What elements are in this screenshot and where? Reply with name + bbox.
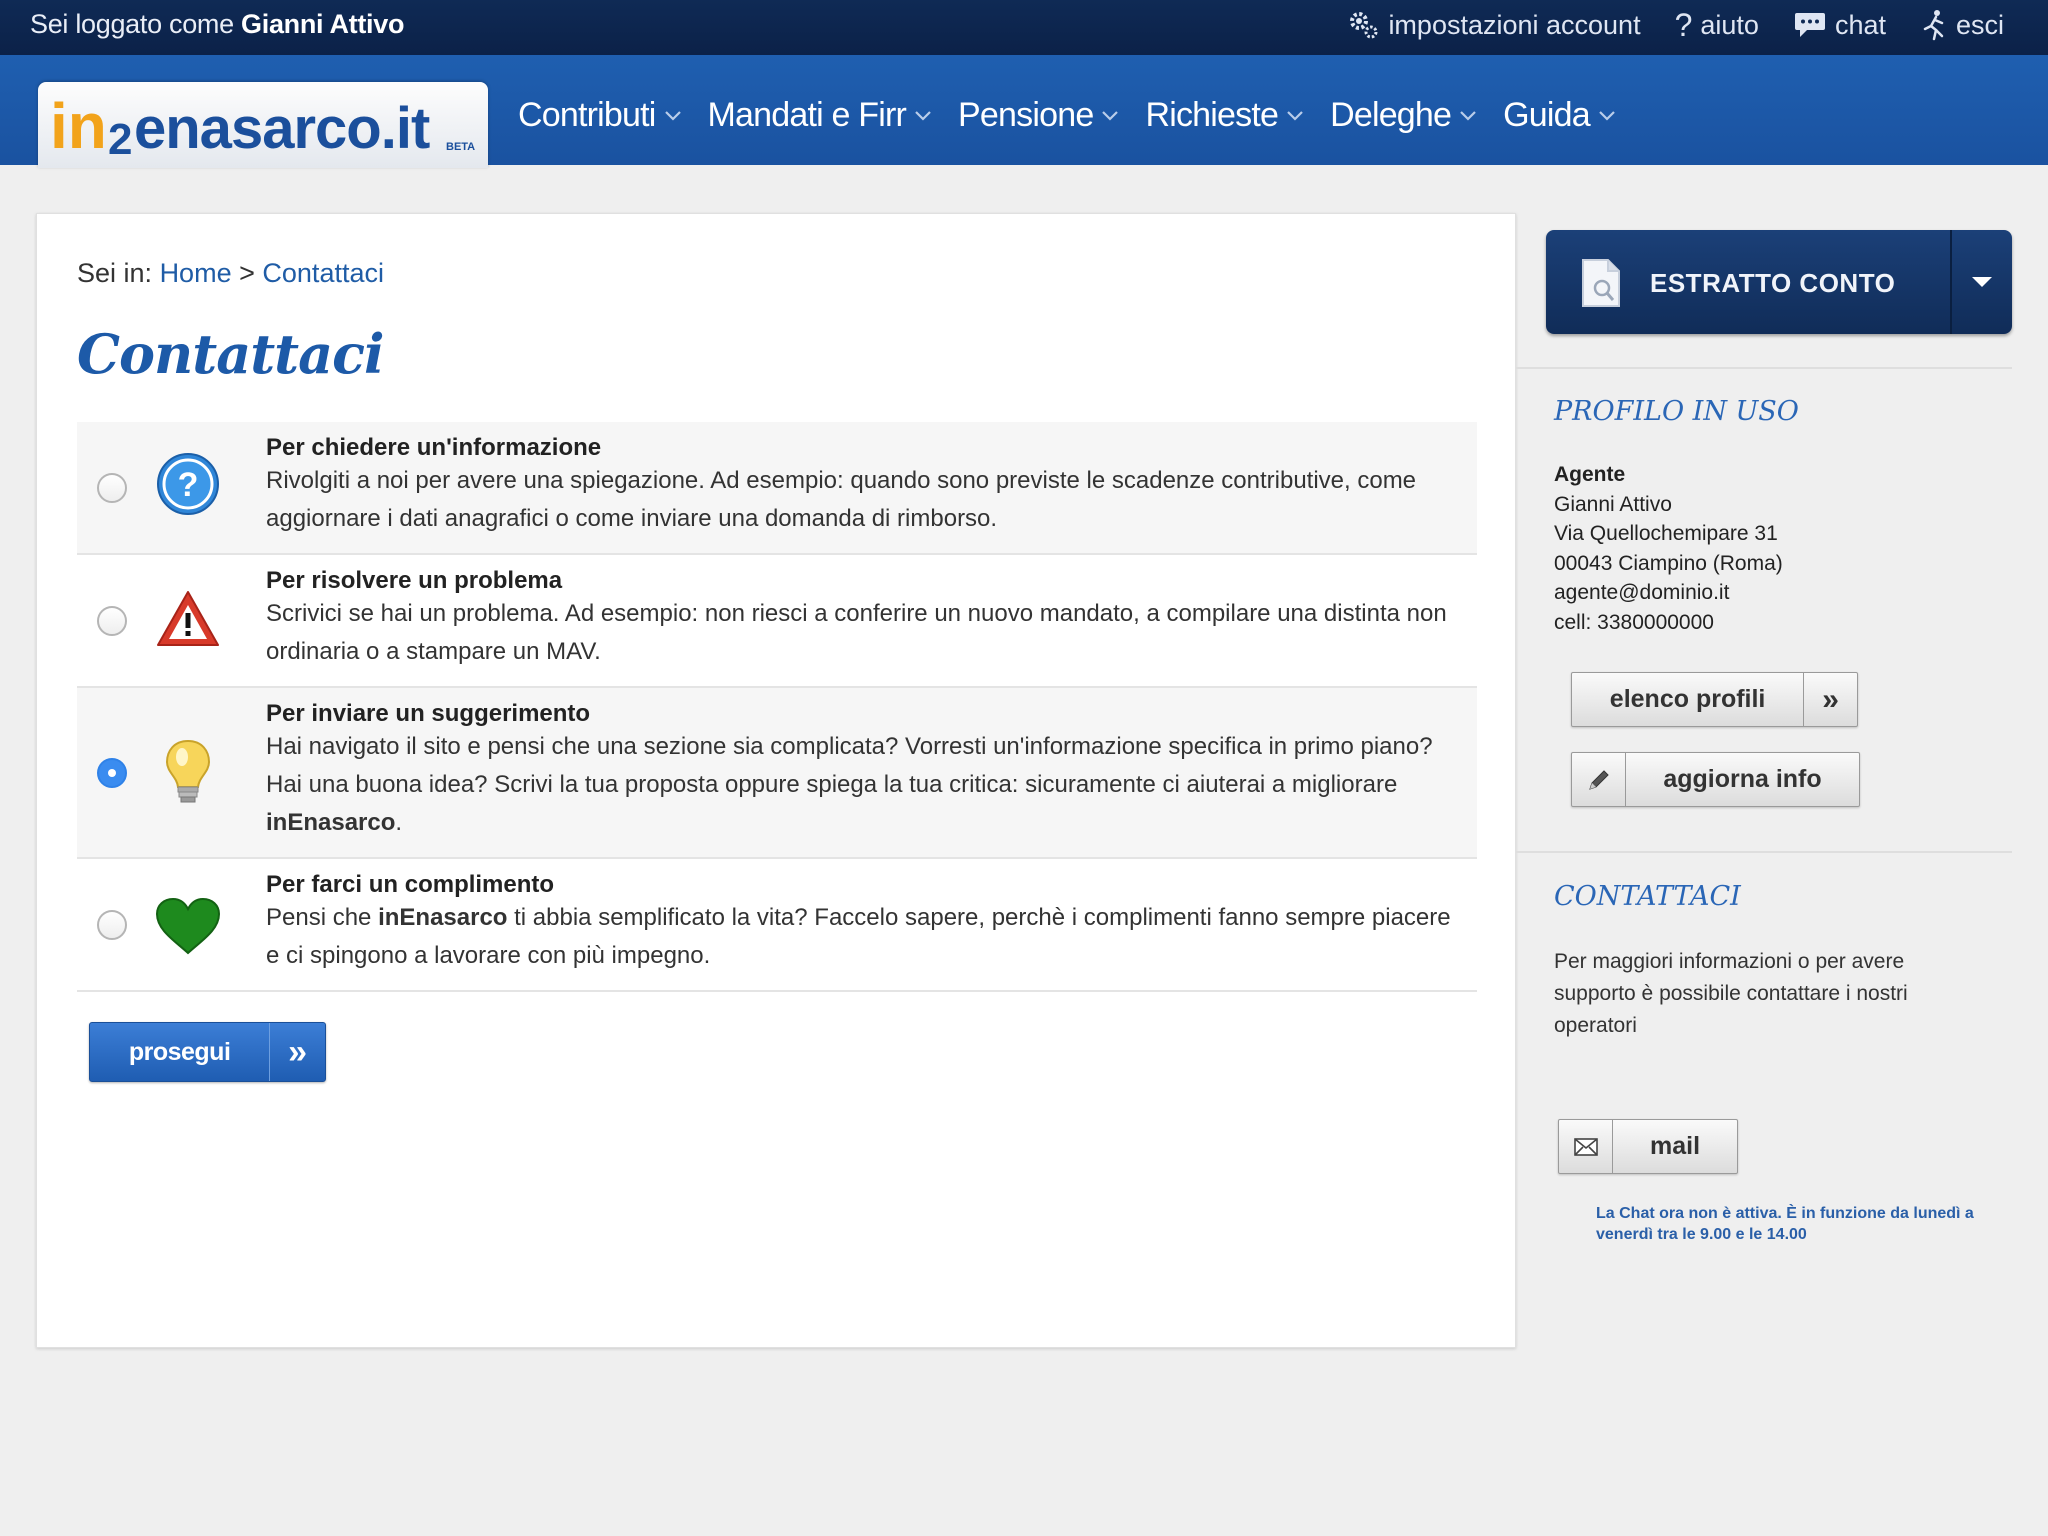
description-text: Hai navigato il sito e pensi che una sezione sia complicata? Vorresti un'informazione specifica in primo piano? Hai una buona idea? Scrivi la tua proposta oppure spiega la tua critica: sicuramente ci aiuterai a migliorare <box>266 733 1433 798</box>
breadcrumb-prefix: Sei in: <box>77 258 153 288</box>
account-settings-label: impostazioni account <box>1388 9 1641 40</box>
elenco-profili-label: elenco profili <box>1609 685 1766 713</box>
profile-heading: PROFILO IN USO <box>1554 396 1799 427</box>
nav-label: Mandati e Firr <box>707 95 907 134</box>
chevron-down-icon <box>1459 109 1477 121</box>
nav-label: Pensione <box>958 95 1094 134</box>
radio-problem[interactable] <box>97 606 127 636</box>
prosegui-button[interactable] <box>89 1022 326 1082</box>
mail-button[interactable] <box>1558 1119 1738 1174</box>
profile-name: Gianni Attivo <box>1554 492 1672 516</box>
estratto-dropdown-toggle[interactable] <box>1950 230 2012 334</box>
nav-label: Deleghe <box>1330 95 1452 134</box>
option-title: Per inviare un suggerimento <box>266 700 591 727</box>
warning-icon <box>155 589 221 649</box>
envelope-icon <box>1559 1120 1613 1173</box>
profile-city: 00043 Ciampino (Roma) <box>1554 551 1783 575</box>
chevron-down-icon <box>1286 109 1304 121</box>
question-icon <box>155 451 221 517</box>
help-link[interactable] <box>1675 5 1759 45</box>
document-icon <box>1580 258 1622 308</box>
help-label: aiuto <box>1700 9 1759 40</box>
login-status <box>30 9 404 40</box>
nav-label: Richieste <box>1145 95 1279 134</box>
aggiorna-info-label: aggiorna info <box>1663 765 1822 793</box>
account-settings-link[interactable] <box>1346 5 1640 45</box>
nav-label: Guida <box>1503 95 1590 134</box>
heart-icon <box>155 897 221 955</box>
mail-label: mail <box>1649 1132 1701 1160</box>
option-description: Scrivici se hai un problema. Ad esempio: non riesci a conferire un nuovo mandato, a compilare una distinta non ordinaria o a stampare un MAV. <box>266 600 1447 665</box>
contact-description: Per maggiori informazioni o per avere supporto è possibile contattare i nostri operatori <box>1554 950 1908 1037</box>
user-name: Gianni Attivo <box>241 9 405 39</box>
sidebar-divider <box>1516 851 2012 853</box>
breadcrumb-separator: > <box>239 258 255 288</box>
profile-role: Agente <box>1554 463 1626 486</box>
option-title: Per farci un complimento <box>266 871 555 898</box>
logout-label: esci <box>1955 9 2004 40</box>
chevron-down-icon <box>914 109 932 121</box>
lightbulb-icon <box>155 737 221 809</box>
option-description <box>266 728 1457 842</box>
nav-label: Contributi <box>518 95 656 134</box>
chat-label: chat <box>1834 9 1886 40</box>
login-prefix: Sei loggato come <box>30 9 242 39</box>
chevron-down-icon <box>1598 109 1616 121</box>
top-bar <box>0 0 2048 55</box>
option-description: Rivolgiti a noi per avere una spiegazione. Ad esempio: quando sono previste le scadenze contributive, come aggiornare i dati anagrafici o come inviare una domanda di rimborso. <box>266 467 1417 532</box>
svg-text:enasarco.it: enasarco.it <box>134 96 430 161</box>
brand-name: inEnasarco <box>378 904 508 931</box>
chevron-down-icon <box>1101 109 1119 121</box>
nav-contributi[interactable] <box>518 95 682 135</box>
logo-graphic <box>46 86 486 166</box>
brand-name: inEnasarco <box>266 809 396 836</box>
description-text: Pensi che <box>266 904 379 931</box>
nav-mandati-firr[interactable] <box>708 95 933 135</box>
estratto-conto-button[interactable] <box>1546 230 2012 334</box>
nav-menu <box>518 95 1616 135</box>
nav-pensione[interactable] <box>958 95 1119 135</box>
profile-details <box>1554 460 1783 637</box>
gear-icon <box>1346 8 1380 42</box>
contact-heading: CONTATTACI <box>1554 881 1741 912</box>
radio-suggestion[interactable] <box>97 758 127 788</box>
radio-info[interactable] <box>97 473 127 503</box>
logout-link[interactable] <box>1920 5 2004 45</box>
profile-phone: cell: 3380000000 <box>1554 610 1714 634</box>
svg-text:2: 2 <box>108 115 133 164</box>
chat-icon <box>1793 10 1827 40</box>
contact-option-info[interactable] <box>77 422 1477 555</box>
svg-text:in: in <box>50 90 107 162</box>
chat-link[interactable] <box>1793 5 1886 45</box>
help-icon: ? <box>1674 6 1693 43</box>
svg-text:?: ? <box>177 466 199 504</box>
caret-down-icon <box>1970 275 1994 289</box>
description-text: . <box>395 809 403 836</box>
radio-compliment[interactable] <box>97 910 127 940</box>
main-panel <box>36 213 1516 1348</box>
double-chevron-right-icon: » <box>269 1023 325 1081</box>
option-title: Per chiedere un'informazione <box>266 434 602 461</box>
aggiorna-info-button[interactable] <box>1571 752 1860 807</box>
breadcrumb-current-link[interactable]: Contattaci <box>262 258 384 288</box>
nav-guida[interactable] <box>1503 95 1616 135</box>
pencil-icon <box>1572 753 1626 806</box>
sidebar-divider <box>1516 367 2012 369</box>
nav-richieste[interactable] <box>1145 95 1304 135</box>
double-chevron-right-icon: » <box>1803 673 1857 726</box>
contact-option-suggestion[interactable] <box>77 688 1477 859</box>
page-title: Contattaci <box>77 322 384 386</box>
description-text: ti abbia semplificato la vita? Faccelo sapere, perchè i complimenti fanno sempre piacere e ci spingono a lavorare con più impegno. <box>266 904 1451 969</box>
svg-text:BETA: BETA <box>446 141 476 153</box>
estratto-conto-label: ESTRATTO CONTO <box>1650 268 1896 298</box>
breadcrumb-home-link[interactable]: Home <box>159 258 232 288</box>
contact-option-problem[interactable] <box>77 555 1477 688</box>
contact-option-compliment[interactable] <box>77 859 1477 992</box>
breadcrumb <box>77 258 384 289</box>
account-actions <box>1346 5 2004 45</box>
profile-email: agente@dominio.it <box>1554 581 1730 604</box>
option-description <box>266 899 1457 975</box>
elenco-profili-button[interactable] <box>1571 672 1858 727</box>
prosegui-label: prosegui <box>128 1037 231 1066</box>
chevron-down-icon <box>664 109 682 121</box>
main-nav <box>0 55 2048 165</box>
site-logo[interactable] <box>38 82 488 168</box>
chat-status-note: La Chat ora non è attiva. È in funzione da lunedì a venerdì tra le 9.00 e le 14.00 <box>1596 1205 1974 1243</box>
exit-icon <box>1920 9 1948 41</box>
option-title: Per risolvere un problema <box>266 567 563 594</box>
profile-address: Via Quellochemipare 31 <box>1554 522 1778 545</box>
contact-options <box>77 422 1477 992</box>
nav-deleghe[interactable] <box>1330 95 1477 135</box>
